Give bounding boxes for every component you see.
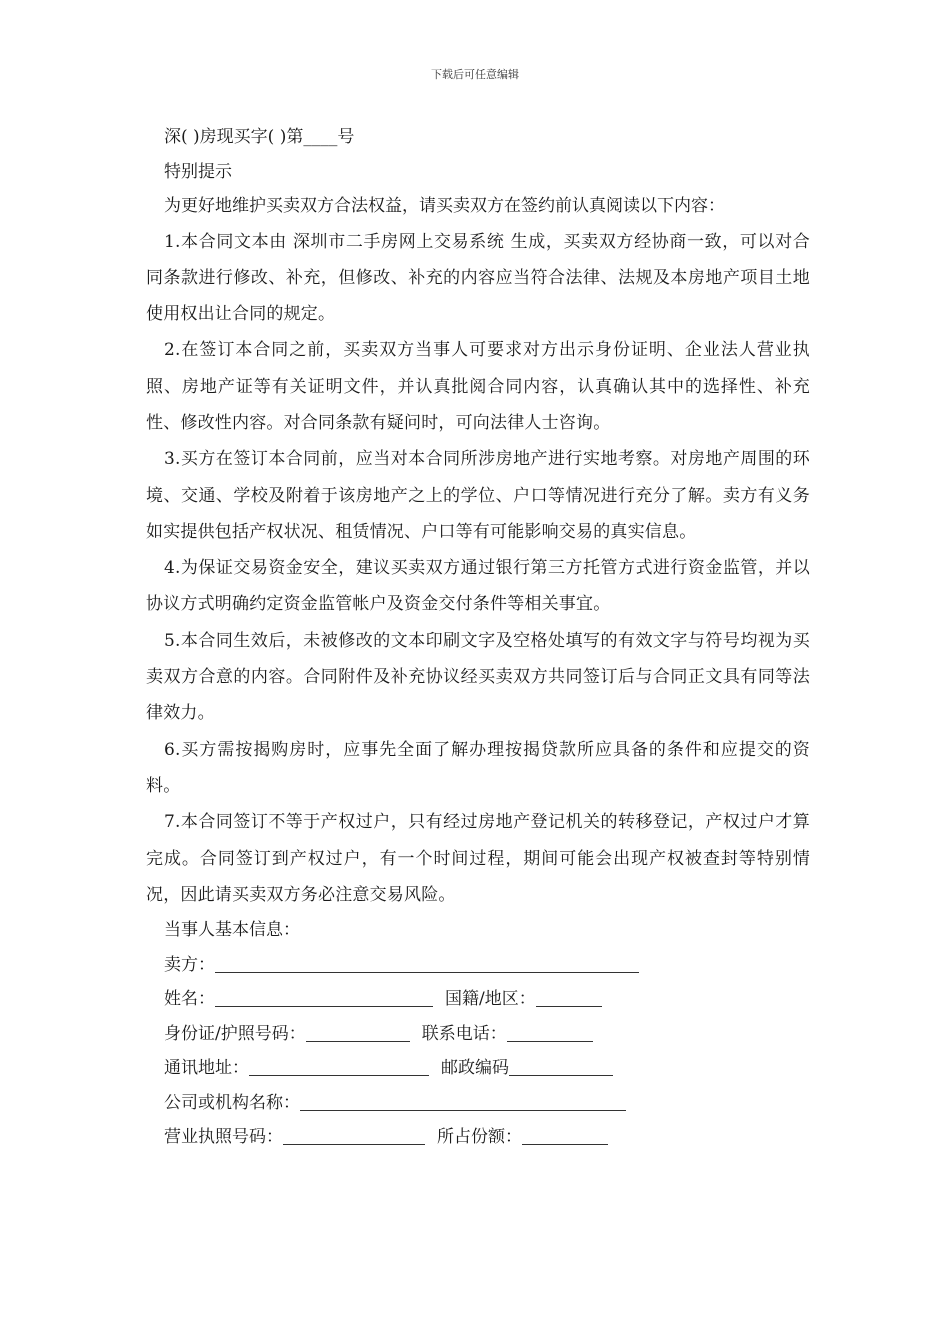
license-label: 营业执照号码： xyxy=(164,1127,283,1148)
notice-item-4: 4.为保证交易资金安全，建议买卖双方通过银行第三方托管方式进行资金监管，并以协议方式明确约定资金监管帐户及资金交付条件等相关事宜。 xyxy=(146,558,810,615)
address-row xyxy=(146,1051,810,1086)
notice-item-3: 3.买方在签订本合同前，应当对本合同所涉房地产进行实地考察。对房地产周围的环境、交通、学校及附着于该房地产之上的学位、户口等情况进行充分了解。卖方有义务如实提供包括产权状况、租赁情况、户口等有可能影响交易的真实信息。 xyxy=(146,449,810,542)
name-blank[interactable] xyxy=(215,986,433,1007)
share-label: 所占份额： xyxy=(437,1127,522,1148)
license-row xyxy=(146,1120,810,1155)
company-label: 公司或机构名称： xyxy=(164,1092,300,1113)
nationality-blank[interactable] xyxy=(536,986,602,1007)
company-row xyxy=(146,1086,810,1121)
contract-number: 深( )房现买字( )第____号 xyxy=(164,127,355,147)
address-blank[interactable] xyxy=(249,1055,429,1076)
seller-blank[interactable] xyxy=(215,952,639,973)
header-note: 下载后可任意编辑 xyxy=(431,68,519,81)
notice-item-6: 6.买方需按揭购房时，应事先全面了解办理按揭贷款所应具备的条件和应提交的资料。 xyxy=(146,739,810,796)
seller-label: 卖方： xyxy=(164,954,215,975)
nationality-label: 国籍/地区： xyxy=(445,989,536,1010)
address-label: 通讯地址： xyxy=(164,1058,249,1079)
postcode-blank[interactable] xyxy=(509,1055,613,1076)
id-blank[interactable] xyxy=(306,1021,410,1042)
phone-blank[interactable] xyxy=(507,1021,593,1042)
notice-item-5: 5.本合同生效后，未被修改的文本印刷文字及空格处填写的有效文字与符号均视为买卖双方合意的内容。合同附件及补充协议经买卖双方共同签订后与合同正文具有同等法律效力。 xyxy=(146,630,810,724)
license-blank[interactable] xyxy=(283,1124,425,1145)
name-row xyxy=(146,982,810,1017)
name-label: 姓名： xyxy=(164,989,215,1010)
id-label: 身份证/护照号码： xyxy=(164,1023,306,1044)
postcode-label: 邮政编码 xyxy=(441,1058,509,1079)
notice-title: 特别提示 xyxy=(164,161,232,182)
party-section-title: 当事人基本信息： xyxy=(164,920,300,941)
contract-page xyxy=(146,120,810,1155)
seller-row xyxy=(146,948,810,983)
notice-item-2: 2.在签订本合同之前，买卖双方当事人可要求对方出示身份证明、企业法人营业执照、房地产证等有关证明文件，并认真批阅合同内容，认真确认其中的选择性、补充性、修改性内容。对合同条款有疑问时，可向法律人士咨询。 xyxy=(146,340,810,433)
intro-text: 为更好地维护买卖双方合法权益，请买卖双方在签约前认真阅读以下内容： xyxy=(164,196,725,216)
notice-item-1: 1.本合同文本由 深圳市二手房网上交易系统 生成，买卖双方经协商一致，可以对合同条款进行修改、补充，但修改、补充的内容应当符合法律、法规及本房地产项目土地使用权出让合同的规定。 xyxy=(146,231,810,325)
phone-label: 联系电话： xyxy=(421,1023,507,1044)
company-blank[interactable] xyxy=(300,1090,626,1111)
share-blank[interactable] xyxy=(522,1124,608,1145)
id-row xyxy=(146,1017,810,1052)
notice-item-7: 7.本合同签订不等于产权过户，只有经过房地产登记机关的转移登记，产权过户才算完成。合同签订到产权过户，有一个时间过程，期间可能会出现产权被查封等特别情况，因此请买卖双方务必注意交易风险。 xyxy=(146,812,810,905)
